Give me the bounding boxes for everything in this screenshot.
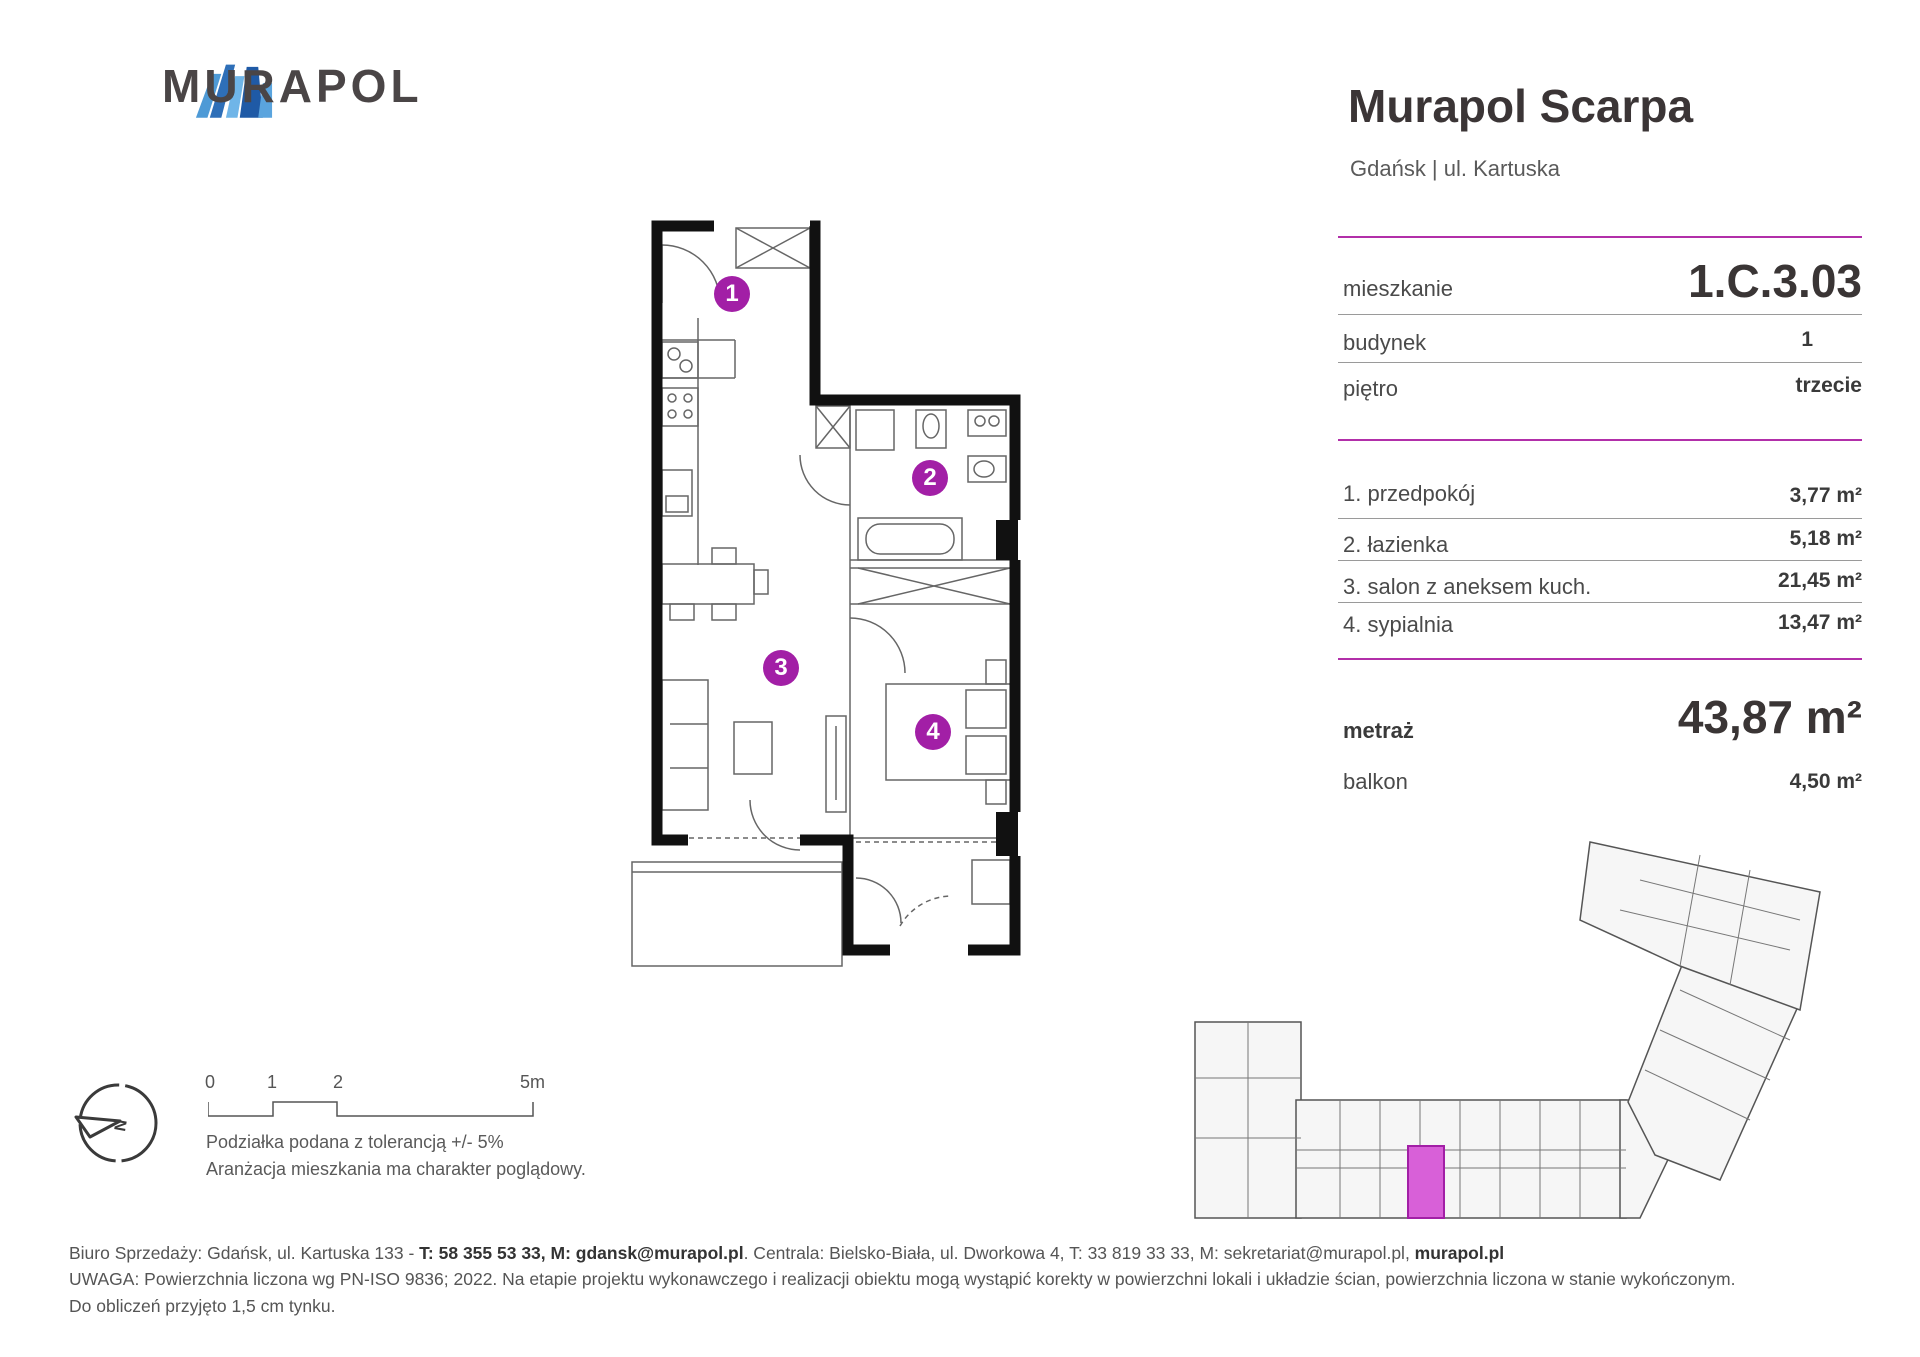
floor-label: piętro (1343, 376, 1399, 401)
scale-tolerance-note: Podziałka podana z tolerancją +/- 5% (206, 1132, 504, 1152)
footer-contact (69, 1243, 1504, 1264)
balcony-label: balkon (1343, 769, 1408, 794)
room-name: 1. przedpokój (1343, 481, 1476, 506)
room-area: 13,47 m² (1777, 611, 1862, 634)
site-plan (1180, 820, 1840, 1230)
room-name: 2. łazienka (1343, 532, 1449, 557)
room-area: 21,45 m² (1777, 569, 1862, 592)
divider (1338, 439, 1862, 441)
room-name: 3. salon z aneksem kuch. (1343, 574, 1592, 599)
room-area: 5,18 m² (1789, 527, 1862, 550)
room-marker-1: 1 (714, 276, 750, 312)
arrangement-note: Aranżacja mieszkania ma charakter poglądowy. (206, 1159, 586, 1179)
project-title: Murapol Scarpa (1348, 80, 1694, 132)
brand-name: MURAPOL (162, 60, 423, 112)
total-area-value: 43,87 m² (1677, 691, 1862, 743)
divider (1338, 658, 1862, 660)
project-address: Gdańsk | ul. Kartuska (1350, 156, 1560, 181)
scale-tick-label: 1 (267, 1072, 278, 1092)
compass-icon (70, 1075, 166, 1171)
divider (1338, 518, 1862, 519)
divider (1338, 314, 1862, 315)
room-marker-2: 2 (912, 460, 948, 496)
scale-tick-label: 2 (333, 1072, 344, 1092)
footer-website-link[interactable]: murapol.pl (1414, 1243, 1505, 1263)
divider (1338, 362, 1862, 363)
room-marker-3: 3 (763, 650, 799, 686)
building-label: budynek (1343, 330, 1427, 355)
divider (1338, 236, 1862, 238)
scale-ruler (208, 1100, 544, 1120)
scale-bar (200, 1072, 560, 1122)
scale-tick-label: 0 (205, 1072, 216, 1092)
footer-plaster-note: Do obliczeń przyjęto 1,5 cm tynku. (69, 1296, 336, 1316)
room-name: 4. sypialnia (1343, 612, 1454, 637)
apartment-label: mieszkanie (1343, 276, 1454, 301)
footer-office-contact: T: 58 355 53 33, M: gdansk@murapol.pl (419, 1243, 744, 1263)
apartment-number: 1.C.3.03 (1688, 255, 1862, 307)
footer-office: Biuro Sprzedaży: Gdańsk, ul. Kartuska 133 - (69, 1243, 420, 1263)
room-marker-4: 4 (915, 714, 951, 750)
floor-plan (620, 210, 1040, 970)
room-area: 3,77 m² (1789, 484, 1862, 507)
divider (1338, 560, 1862, 561)
footer-headquarters: . Centrala: Bielsko-Biała, ul. Dworkowa 4, T: 33 819 33 33, M: sekretariat@murapol.pl, (743, 1243, 1415, 1263)
floor-value: trzecie (1795, 374, 1862, 397)
scale-tick-label: 5m (520, 1072, 546, 1092)
divider (1338, 602, 1862, 603)
balcony-area: 4,50 m² (1789, 770, 1862, 793)
footer-disclaimer: UWAGA: Powierzchnia liczona wg PN-ISO 9836; 2022. Na etapie projektu wykonawczego i realizacji obiektu mogą wystąpić korekty w powierzchni lokali i układzie ścian, powierzchnia liczona w stanie wykończonym. (69, 1269, 1736, 1289)
total-area-label: metraż (1343, 718, 1414, 743)
building-value: 1 (1801, 328, 1813, 351)
svg-text:N: N (112, 1118, 131, 1133)
